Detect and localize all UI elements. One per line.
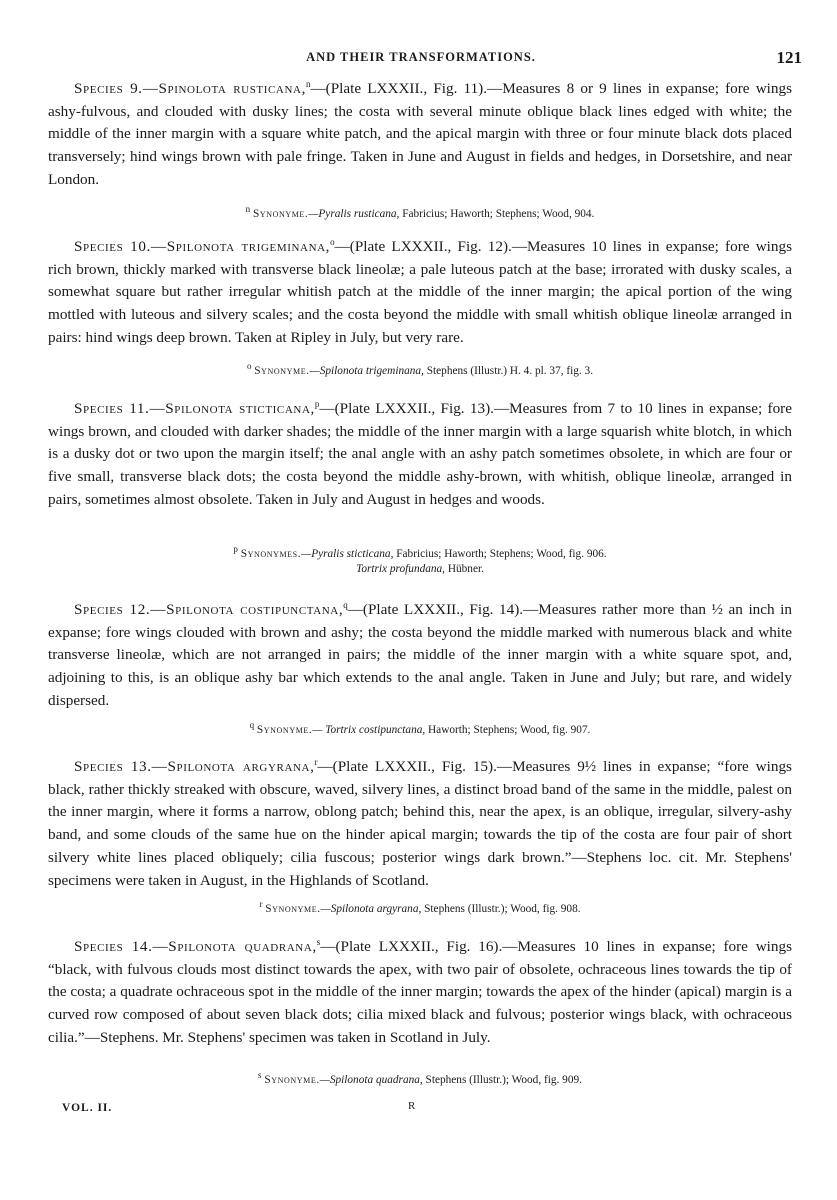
species-entry (48, 756, 792, 892)
species-entry (48, 398, 792, 512)
synonym-name: —Spilonota trigeminana, (309, 365, 424, 377)
species-name: —Spinolota rusticana, (142, 80, 306, 97)
footnote-mark: r (314, 756, 318, 767)
synonym-refs: Stephens (Illustr.); Wood, fig. 908. (421, 903, 581, 915)
synonym-note: $^o$ Synonyme.—Spilonota trigeminana, Stephens (Illustr.) H. 4. pl. 37, fig. 3. (246, 361, 594, 377)
plate-ref: —(Plate LXXXII., Fig. 12). (334, 238, 512, 255)
species-entry (48, 936, 792, 1050)
volume-mark: VOL. II. (62, 1102, 113, 1114)
plate-ref: —(Plate LXXXII., Fig. 15). (317, 758, 497, 775)
species-name: —Spilonota argyrana, (151, 758, 315, 775)
footnote-mark: n (305, 78, 311, 89)
page-header (40, 48, 802, 70)
synonym-note: $^s$ Synonyme.—Spilonota quadrana, Stephens (Illustr.); Wood, fig. 909. (258, 1070, 582, 1086)
species-paragraph (48, 936, 792, 1050)
synonym-name: —Spilonota quadrana, (319, 1074, 423, 1086)
synonym-label: Synonyme. (252, 208, 309, 220)
species-label: Species 13. (74, 758, 152, 775)
synonym-name: —Pyralis rusticana, (308, 208, 400, 220)
species-paragraph (48, 756, 792, 892)
species-entry (48, 78, 792, 192)
species-name: —Spilonota trigeminana, (150, 238, 331, 255)
running-head: AND THEIR TRANSFORMATIONS. (306, 50, 536, 64)
species-label: Species 12. (74, 601, 151, 618)
species-description: —Measures 9½ lines in expanse; “fore wings black, rather thickly streaked with obscure, waved, silvery lines, a distinct broad band of the same in the middle, palest on the inner margin, where it forms a narrow, oblong patch; behind this, near the apex, is an oblique, irregular, silvery-ashy band, and some clouds of the same hue on the hinder apical margin; towards the tip of the costa are four pair of short silvery white lines placed obliquely; cilia fuscous; posterior wings dark brown.”—Stephens loc. cit. Mr. Stephens' specimens were taken in August, in the Highlands of Scotland. (48, 758, 792, 889)
species-label: Species 10. (74, 238, 151, 255)
species-label: Species 14. (74, 938, 153, 955)
synonym-label: Synonymes. (240, 548, 302, 560)
species-name: —Spilonota quadrana, (152, 938, 317, 955)
species-description: —Measures 10 lines in expanse; fore wings rich brown, thickly marked with transverse black lineolæ; a pale luteous patch at the base; irrorated with dusky scales, a somewhat square but rather irregular whitish patch at the middle of the inner margin; the apical portion of the wing mottled with luteous and silvery scales; and the costa beyond the middle with small whitish oblique lineolæ arranged in pairs: hind wings deep brown. Taken at Ripley in July, but very rare. (48, 238, 792, 346)
species-paragraph (48, 78, 792, 192)
synonym-note: $^n$ Synonyme.—Pyralis rusticana, Fabricius; Haworth; Stephens; Wood, 904. (245, 204, 595, 220)
species-description: —Measures rather more than ½ an inch in expanse; fore wings clouded with brown and ashy; the costa beyond the middle marked with numerous black and white transverse lineolæ, which are not arranged in pairs; the middle of the inner margin with a white square spot, and, adjoining to this, is an oblique ashy bar which extends to the anal angle. Taken in June and July; but rare, and widely dispersed. (48, 601, 792, 709)
synonym-name: —Pyralis sticticana, (301, 548, 394, 560)
footnote-mark: q (343, 599, 348, 610)
species-entry (48, 599, 792, 713)
synonym-refs: Fabricius; Haworth; Stephens; Wood, fig. 906. (393, 548, 607, 560)
synonym-name: —Spilonota argyrana, (320, 903, 422, 915)
species-label: Species 11. (74, 400, 150, 417)
footnote-mark: o (330, 236, 335, 247)
synonym-note: $^q$ Synonyme.— Tortrix costipunctana, Haworth; Stephens; Wood, fig. 907. (249, 720, 591, 736)
synonym-refs: Haworth; Stephens; Wood, fig. 907. (425, 724, 591, 736)
signature-mark: R (408, 1100, 416, 1112)
species-description: —Measures 10 lines in expanse; fore wings “black, with fulvous clouds most distinct towards the apex, with two pair of obsolete, ochraceous lines towards the tip of the costa; a quadrate ochraceous spot in the middle of the inner margin; towards the apex of the hinder (apical) margin is a curved row composed of about seven black dots; cilia mixed black and fulvous; posterior wings black, with ochraceous cilia.”—Stephens. Mr. Stephens' specimen was taken in Scotland in July. (48, 938, 792, 1046)
synonym-line-2: Tortrix profundana, Hübner. (356, 563, 484, 575)
species-paragraph (48, 398, 792, 512)
footnote-mark: s (316, 936, 321, 947)
synonym-note: $^r$ Synonyme.—Spilonota argyrana, Stephens (Illustr.); Wood, fig. 908. (259, 899, 581, 915)
synonym-label: Synonyme. (264, 1074, 320, 1086)
species-paragraph (48, 599, 792, 713)
species-entry (48, 236, 792, 350)
species-name: —Spilonota costipunctana, (150, 601, 344, 618)
species-label: Species 9. (74, 80, 143, 97)
synonym-note: $^p$ Synonymes.—Pyralis sticticana, Fabricius; Haworth; Stephens; Wood, fig. 906. Tortrix profundana, Hübner. (48, 547, 792, 577)
plate-ref: —(Plate LXXXII., Fig. 11). (310, 80, 488, 97)
footnote-mark: p (314, 398, 320, 409)
synonym-label: Synonyme. (265, 903, 321, 915)
synonym-name: — Tortrix costipunctana, (312, 724, 426, 736)
page-number: 121 (776, 48, 802, 67)
species-description: —Measures from 7 to 10 lines in expanse; fore wings brown, and clouded with darker shades; the middle of the inner margin with a large squarish white blotch, in which is a dusky dot or two upon the margin itself; the anal angle with an ashy patch sometimes obsolete, in which are four or five small, transverse black dots; the costa beyond the middle ashy-brown, with whitish, oblique lineolæ, arranged in pairs, sometimes almost obsolete. Taken in July and August in hedges and woods. (48, 400, 792, 508)
synonym-refs: Stephens (Illustr.) H. 4. pl. 37, fig. 3. (423, 365, 594, 377)
plate-ref: —(Plate LXXXII., Fig. 14). (347, 601, 524, 618)
species-name: —Spilonota sticticana, (149, 400, 315, 417)
plate-ref: —(Plate LXXXII., Fig. 13). (319, 400, 494, 417)
species-paragraph (48, 236, 792, 350)
synonym-label: Synonyme. (256, 724, 313, 736)
synonym-label: Synonyme. (254, 365, 310, 377)
synonym-refs: Stephens (Illustr.); Wood, fig. 909. (422, 1074, 582, 1086)
plate-ref: —(Plate LXXXII., Fig. 16). (320, 938, 503, 955)
synonym-refs: Fabricius; Haworth; Stephens; Wood, 904. (399, 208, 595, 220)
species-description: —Measures 8 or 9 lines in expanse; fore wings ashy-fulvous, and clouded with dusky lines; the costa with several minute oblique black lines edged with white; the middle of the inner margin with a square white patch, and the apical margin with three or four minute black dots placed transversely; hind wings brown with pale fringe. Taken in June and August in fields and hedges, in Dorsetshire, and near London. (48, 80, 792, 188)
